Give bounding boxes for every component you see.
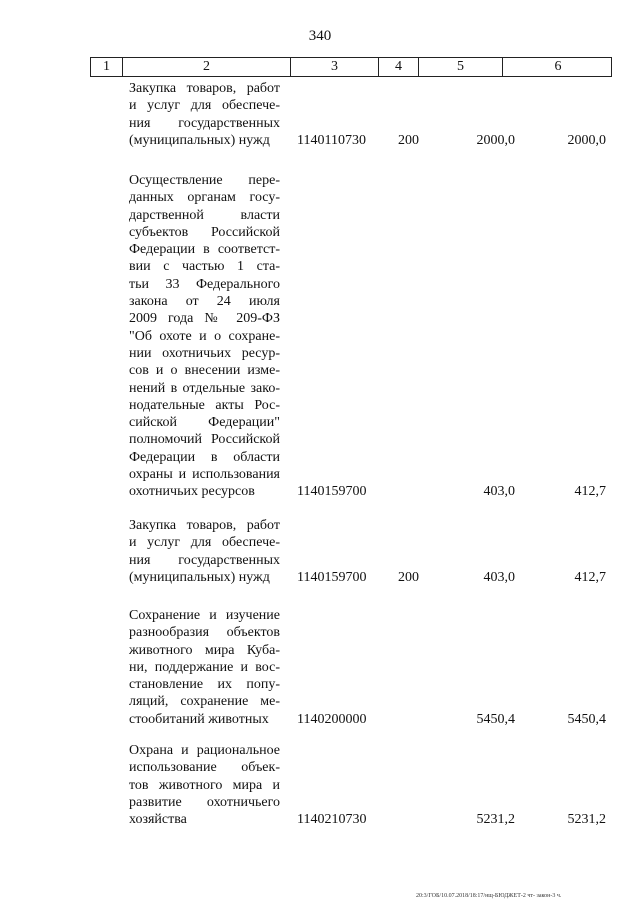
description-line: ния государственных [129, 552, 280, 568]
row-expense-type: 200 [398, 132, 419, 148]
description-line: нодательные акты Рос- [129, 397, 280, 413]
row-description [129, 517, 280, 586]
description-line: хозяйства [129, 812, 187, 828]
row-description [129, 172, 280, 501]
description-line: дарственной власти [129, 207, 280, 223]
header-col-5: 5 [419, 58, 503, 76]
description-line: нии охотничьих ресур- [129, 345, 280, 361]
header-col-2: 2 [123, 58, 291, 76]
row-code: 1140210730 [297, 812, 367, 828]
row-description [129, 607, 280, 728]
row-amount-col6: 412,7 [574, 569, 606, 585]
description-line: данных органам госу- [129, 190, 280, 206]
row-code: 1140159700 [297, 484, 367, 500]
description-line: разнообразия объектов [129, 625, 280, 641]
page-number: 340 [308, 28, 332, 44]
row-amount-col5: 5231,2 [476, 812, 515, 828]
row-code: 1140159700 [297, 569, 367, 585]
description-line: тов животного мира и [129, 777, 280, 793]
description-line: развитие охотничьего [129, 794, 280, 810]
description-line: сийской Федерации" [129, 415, 280, 431]
row-amount-col5: 2000,0 [476, 132, 515, 148]
description-line: Федерации в соответст- [129, 242, 280, 258]
row-code: 1140110730 [297, 132, 366, 148]
description-line: Закупка товаров, работ [129, 81, 280, 96]
description-line: охотничьих ресурсов [129, 484, 255, 500]
row-description [129, 742, 280, 828]
description-line: нений в отдельные зако- [129, 380, 280, 396]
description-line: стообитаний животных [129, 711, 269, 727]
description-line: Охрана и рациональное [129, 743, 280, 758]
row-amount-col5: 403,0 [483, 484, 515, 500]
description-line: тьи 33 Федерального [129, 276, 280, 292]
description-line: становление их попу- [129, 677, 280, 693]
description-line: (муниципальных) нужд [129, 569, 270, 585]
row-amount-col6: 5231,2 [567, 812, 606, 828]
description-line: полномочий Российской [129, 432, 280, 448]
description-line: животного мира Куба- [129, 642, 280, 658]
description-line: и услуг для обеспече- [129, 98, 280, 114]
footer-file-stamp: 20:3/ГОБ/10.07.2018/18:17/нщ-БЮДЖЕТ-2 чт- закон-3 ч. [416, 893, 562, 899]
header-col-6: 6 [554, 59, 562, 74]
description-line: вии с частью 1 ста- [129, 259, 280, 275]
row-amount-col6: 412,7 [574, 484, 606, 500]
row-description [129, 80, 280, 149]
description-line: 2009 года № 209-ФЗ [129, 311, 280, 327]
description-line: ляций, сохранение ме- [129, 694, 280, 710]
description-line: "Об охоте и о сохране- [129, 328, 280, 344]
description-line: и услуг для обеспече- [129, 535, 280, 551]
description-line: Закупка товаров, работ [129, 518, 280, 533]
header-col-4: 4 [379, 58, 419, 76]
row-expense-type: 200 [398, 569, 419, 585]
description-line: использование объек- [129, 760, 280, 776]
description-line: закона от 24 июля [129, 294, 280, 310]
row-code: 1140200000 [297, 711, 367, 727]
description-line: Сохранение и изучение [129, 608, 280, 623]
row-amount-col6: 5450,4 [567, 711, 606, 727]
table-header [90, 57, 612, 77]
description-line: ния государственных [129, 115, 280, 131]
description-line: ни, поддержание и вос- [129, 659, 280, 675]
header-col-3: 3 [291, 58, 379, 76]
description-line: Федерации в области [129, 449, 280, 465]
description-line: сов и о внесении изме- [129, 363, 280, 379]
description-line: Осуществление пере- [129, 173, 280, 188]
header-col-1: 1 [91, 58, 123, 76]
description-line: субъектов Российской [129, 224, 280, 240]
row-amount-col5: 403,0 [483, 569, 515, 585]
description-line: охраны и использования [129, 467, 280, 483]
row-amount-col6: 2000,0 [567, 132, 606, 148]
description-line: (муниципальных) нужд [129, 132, 270, 148]
row-amount-col5: 5450,4 [476, 711, 515, 727]
